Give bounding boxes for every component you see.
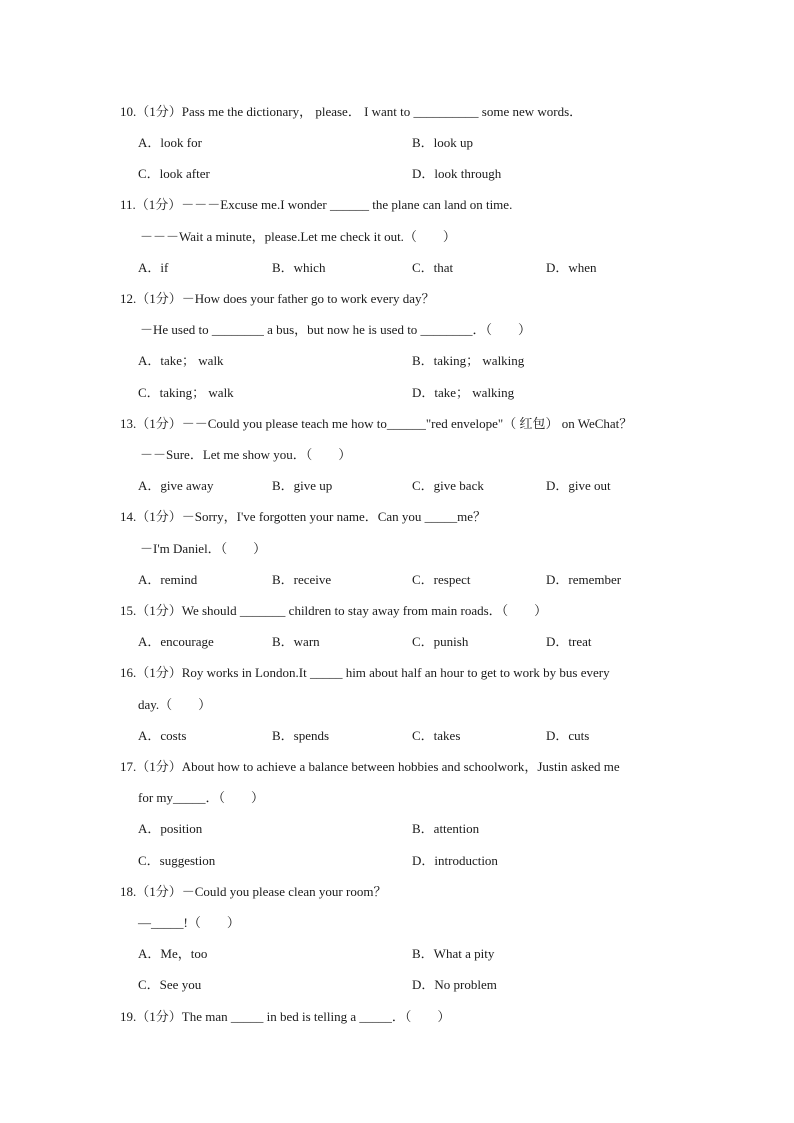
- question-11-line-2: －－－Wait a minute，please.Let me check it out.（ ）: [140, 229, 456, 244]
- q14-option-d: D．remember: [546, 572, 622, 587]
- q13-option-a: A．give away: [138, 478, 214, 493]
- question-15-stem: 15.（1分）We should _______ children to stay away from main roads．（ ）: [120, 603, 548, 618]
- question-17-line-2: for my_____．（ ）: [138, 790, 265, 805]
- q12-option-a: A．take； walk: [138, 353, 224, 368]
- q13-option-d: D．give out: [546, 478, 611, 493]
- q16-option-c: C．takes: [412, 728, 461, 743]
- question-16-stem: 16.（1分）Roy works in London.It _____ him about half an hour to get to work by bus every: [120, 665, 610, 680]
- q10-option-b: B．look up: [412, 135, 474, 150]
- q14-option-a: A．remind: [138, 572, 198, 587]
- q12-option-d: D．take； walking: [412, 385, 515, 400]
- q18-option-d: D．No problem: [412, 977, 497, 992]
- question-13-line-2: －－Sure．Let me show you．（ ）: [140, 447, 352, 462]
- question-11-stem: 11.（1分）－－－Excuse me.I wonder ______ the plane can land on time.: [120, 197, 513, 212]
- q17-option-a: A．position: [138, 821, 203, 836]
- question-12-line-2: －He used to ________ a bus，but now he is used to ________．（ ）: [140, 322, 532, 337]
- q15-option-c: C．punish: [412, 634, 469, 649]
- q10-option-d: D．look through: [412, 166, 502, 181]
- q18-option-a: A．Me，too: [138, 946, 208, 961]
- q14-option-c: C．respect: [412, 572, 471, 587]
- q11-option-a: A．if: [138, 260, 169, 275]
- question-17-stem: 17.（1分）About how to achieve a balance between hobbies and schoolwork，Justin asked me: [120, 759, 620, 774]
- q10-option-c: C．look after: [138, 166, 210, 181]
- q16-option-b: B．spends: [272, 728, 330, 743]
- question-12-stem: 12.（1分）－How does your father go to work every day？: [120, 291, 435, 306]
- q14-option-b: B．receive: [272, 572, 332, 587]
- q10-option-a: A．look for: [138, 135, 202, 150]
- q16-option-a: A．costs: [138, 728, 187, 743]
- q11-option-b: B．which: [272, 260, 326, 275]
- q15-option-a: A．encourage: [138, 634, 214, 649]
- q11-option-d: D．when: [546, 260, 597, 275]
- question-14-line-2: －I'm Daniel．（ ）: [140, 541, 267, 556]
- question-18-stem: 18.（1分）－Could you please clean your room？: [120, 884, 387, 899]
- question-19-stem: 19.（1分）The man _____ in bed is telling a _____．（ ）: [120, 1009, 451, 1024]
- q18-option-c: C．See you: [138, 977, 202, 992]
- q17-option-b: B．attention: [412, 821, 480, 836]
- q11-option-c: C．that: [412, 260, 454, 275]
- q12-option-c: C．taking； walk: [138, 385, 234, 400]
- q17-option-d: D．introduction: [412, 853, 498, 868]
- q13-option-b: B．give up: [272, 478, 333, 493]
- q18-option-b: B．What a pity: [412, 946, 495, 961]
- q15-option-d: D．treat: [546, 634, 592, 649]
- q13-option-c: C．give back: [412, 478, 484, 493]
- question-16-line-2: day.（ ）: [138, 697, 212, 712]
- q16-option-d: D．cuts: [546, 728, 590, 743]
- q12-option-b: B．taking； walking: [412, 353, 525, 368]
- question-18-line-2: —_____!（ ）: [138, 915, 240, 930]
- question-10-stem: 10.（1分）Pass me the dictionary， please． I want to __________ some new words．: [120, 104, 583, 119]
- q17-option-c: C．suggestion: [138, 853, 216, 868]
- question-13-stem: 13.（1分）－－Could you please teach me how to______"red envelope"（ 红包） on WeChat？: [120, 416, 633, 431]
- q15-option-b: B．warn: [272, 634, 320, 649]
- question-14-stem: 14.（1分）－Sorry，I've forgotten your name．Can you _____me？: [120, 509, 487, 524]
